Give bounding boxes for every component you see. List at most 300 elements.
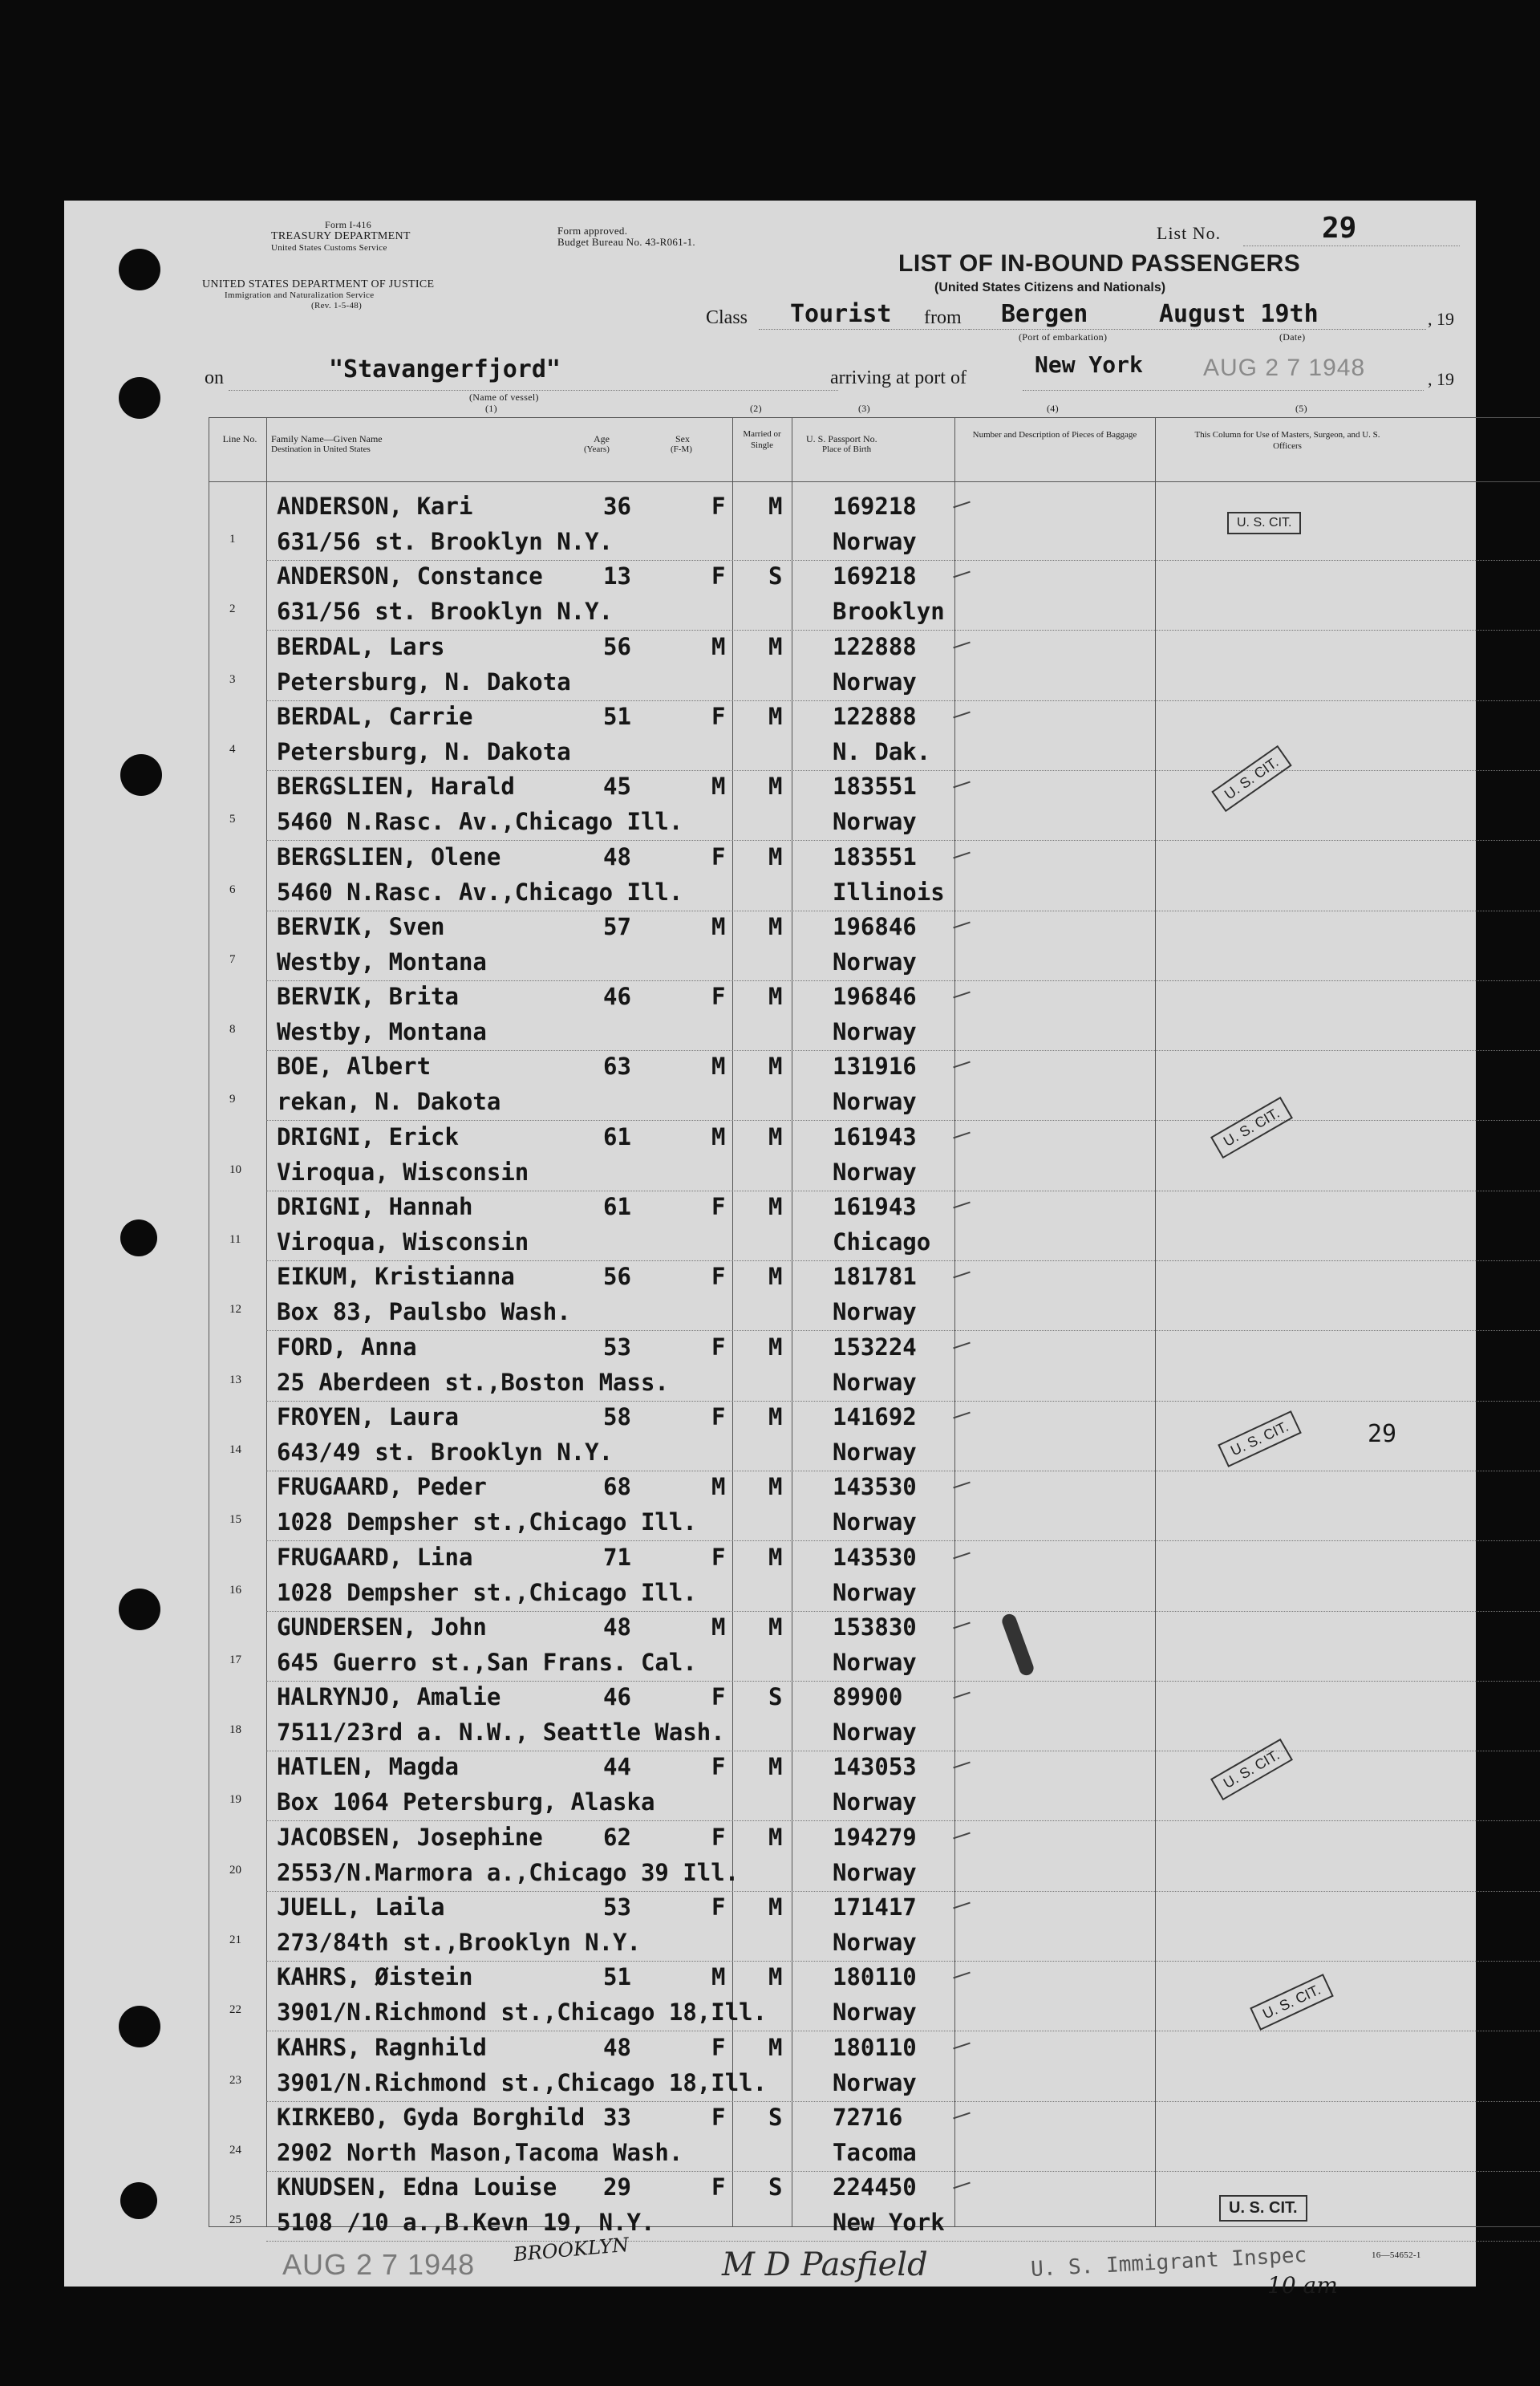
passenger-age: 68 <box>603 1473 631 1501</box>
line-number: 1 <box>229 533 236 546</box>
passenger-name: GUNDERSEN, John <box>277 1613 487 1641</box>
passenger-name: HATLEN, Magda <box>277 1753 459 1781</box>
passenger-name: ANDERSON, Constance <box>277 562 543 590</box>
passport-number: 181781 <box>833 1263 917 1291</box>
check-mark <box>953 2182 971 2189</box>
passenger-destination: 1028 Dempsher st.,Chicago Ill. <box>277 1578 697 1606</box>
line-number: 15 <box>229 1513 241 1527</box>
passenger-marital-status: M <box>768 842 783 870</box>
line-number: 4 <box>229 742 236 756</box>
passenger-sex: M <box>711 912 726 940</box>
place-of-birth: Norway <box>833 1998 917 2027</box>
date-caption: (Date) <box>1279 331 1306 343</box>
passenger-sex: M <box>711 1963 726 1991</box>
passenger-name: HALRYNJO, Amalie <box>277 1683 501 1711</box>
passenger-marital-status: S <box>768 1683 783 1711</box>
passenger-age: 53 <box>603 1333 631 1361</box>
passport-number: 224450 <box>833 2173 917 2201</box>
binder-hole <box>120 2182 157 2219</box>
passenger-age: 57 <box>603 912 631 940</box>
passenger-destination: 631/56 st. Brooklyn N.Y. <box>277 598 614 626</box>
passenger-marital-status: M <box>768 1193 783 1220</box>
place-of-birth: Norway <box>833 668 917 696</box>
class-value: Tourist <box>790 300 892 328</box>
line-number: 17 <box>229 1653 241 1666</box>
place-of-birth: Tacoma <box>833 2138 917 2166</box>
passenger-sex: F <box>711 1683 726 1711</box>
passenger-sex: M <box>711 773 726 801</box>
list-no-value: 29 <box>1322 212 1357 245</box>
passenger-sex: F <box>711 1333 726 1361</box>
col-num-4: (4) <box>1047 403 1059 414</box>
passenger-marital-status: M <box>768 1823 783 1851</box>
passenger-sex: F <box>711 2173 726 2201</box>
line-number: 13 <box>229 1373 241 1386</box>
place-of-birth: Norway <box>833 1088 917 1116</box>
arriving-label: arriving at port of <box>830 367 967 388</box>
place-of-birth: N. Dak. <box>833 737 931 765</box>
dept-justice: UNITED STATES DEPARTMENT OF JUSTICE <box>202 278 435 290</box>
passenger-age: 62 <box>603 1823 631 1851</box>
passenger-destination: Box 83, Paulsbo Wash. <box>277 1298 571 1326</box>
check-mark <box>953 712 971 719</box>
inspector-note: 10 am <box>1267 2272 1338 2299</box>
check-mark <box>953 1061 971 1069</box>
passenger-name: FRUGAARD, Lina <box>277 1543 473 1571</box>
header-age: Age <box>594 433 610 444</box>
check-mark <box>953 571 971 578</box>
place-of-birth: Chicago <box>833 1228 931 1256</box>
passenger-sex: M <box>711 632 726 660</box>
passenger-sex: F <box>711 1823 726 1851</box>
passenger-destination: rekan, N. Dakota <box>277 1088 501 1116</box>
passenger-sex: F <box>711 2033 726 2061</box>
row-rule <box>266 1611 1540 1612</box>
check-mark <box>953 1202 971 1209</box>
passenger-age: 46 <box>603 983 631 1011</box>
passenger-age: 61 <box>603 1193 631 1220</box>
line-number: 24 <box>229 2143 241 2157</box>
table-header-rule <box>209 481 1540 482</box>
line-number: 6 <box>229 883 236 896</box>
place-of-birth: Norway <box>833 808 917 836</box>
place-of-birth: Norway <box>833 1438 917 1466</box>
check-mark <box>953 1902 971 1909</box>
passport-number: 161943 <box>833 1193 917 1220</box>
line-number: 7 <box>229 952 236 966</box>
arrival-date-stamp: AUG 2 7 1948 <box>1203 355 1366 381</box>
passenger-sex: F <box>711 1263 726 1291</box>
us-cit-stamp: U. S. CIT. <box>1227 512 1301 534</box>
passenger-age: 48 <box>603 1613 631 1641</box>
passenger-name: KAHRS, Ragnhild <box>277 2033 487 2061</box>
passport-number: 89900 <box>833 1683 903 1711</box>
place-of-birth: Norway <box>833 1298 917 1326</box>
passenger-destination: 25 Aberdeen st.,Boston Mass. <box>277 1368 669 1396</box>
passenger-sex: F <box>711 983 726 1011</box>
passport-number: 180110 <box>833 2033 917 2061</box>
passenger-destination: Westby, Montana <box>277 1018 487 1046</box>
row-rule <box>266 1681 1540 1682</box>
header-married: Married or Single <box>743 429 781 450</box>
place-of-birth: Norway <box>833 2068 917 2096</box>
passenger-marital-status: S <box>768 2103 783 2131</box>
line-number: 19 <box>229 1793 241 1807</box>
row-rule <box>266 2171 1540 2172</box>
from-label: from <box>924 307 962 328</box>
check-mark <box>953 2042 971 2049</box>
passenger-marital-status: M <box>768 1053 783 1081</box>
place-of-birth: Norway <box>833 948 917 976</box>
place-of-birth: Norway <box>833 1018 917 1046</box>
passenger-marital-status: M <box>768 912 783 940</box>
header-officers: This Column for Use of Masters, Surgeon, and U. S. Officers <box>1194 430 1380 451</box>
header-sex-sub: (F-M) <box>671 444 692 454</box>
binder-hole <box>119 2006 160 2047</box>
us-cit-stamp: U. S. CIT. <box>1250 1974 1334 2031</box>
inspector-title: U. S. Immigrant Inspec <box>1030 2243 1307 2282</box>
row-rule <box>266 980 1540 981</box>
place-of-birth: Norway <box>833 1929 917 1956</box>
passenger-destination: 2553/N.Marmora a.,Chicago 39 Ill. <box>277 1858 740 1886</box>
passport-number: 153224 <box>833 1333 917 1361</box>
passenger-marital-status: M <box>768 1613 783 1641</box>
passport-number: 171417 <box>833 1893 917 1921</box>
place-of-birth: Norway <box>833 1578 917 1606</box>
year-prefix-1: , 19 <box>1428 309 1454 329</box>
passenger-destination: 5460 N.Rasc. Av.,Chicago Ill. <box>277 878 683 906</box>
col-num-5: (5) <box>1295 403 1307 414</box>
passport-number: 180110 <box>833 1963 917 1991</box>
passenger-sex: F <box>711 1402 726 1430</box>
col-num-1: (1) <box>485 403 497 414</box>
line-number: 22 <box>229 2003 241 2017</box>
us-cit-stamp: U. S. CIT. <box>1218 1410 1302 1467</box>
passenger-destination: 643/49 st. Brooklyn N.Y. <box>277 1438 614 1466</box>
passenger-name: BERGSLIEN, Olene <box>277 842 501 870</box>
dept-justice-sub: Immigration and Naturalization Service <box>225 290 375 300</box>
passenger-destination: 1028 Dempsher st.,Chicago Ill. <box>277 1508 697 1536</box>
col-line-baggage <box>954 417 955 2226</box>
passenger-marital-status: M <box>768 493 783 520</box>
passenger-marital-status: M <box>768 1333 783 1361</box>
passenger-age: 33 <box>603 2103 631 2131</box>
passport-number: 196846 <box>833 983 917 1011</box>
header-line-no: Line No. <box>222 433 257 444</box>
passenger-name: FORD, Anna <box>277 1333 417 1361</box>
passenger-destination: Viroqua, Wisconsin <box>277 1228 529 1256</box>
row-rule <box>266 1050 1540 1051</box>
passenger-destination: 2902 North Mason,Tacoma Wash. <box>277 2138 683 2166</box>
line-number: 20 <box>229 1863 241 1877</box>
form-approved: Form approved. <box>557 225 628 237</box>
passenger-name: BERDAL, Carrie <box>277 702 473 730</box>
header-name: Family Name—Given Name <box>271 433 383 444</box>
passenger-age: 51 <box>603 702 631 730</box>
place-of-birth: New York <box>833 2209 945 2237</box>
check-mark <box>953 1692 971 1699</box>
check-mark <box>953 1552 971 1559</box>
passenger-marital-status: M <box>768 1263 783 1291</box>
passenger-sex: M <box>711 1473 726 1501</box>
arrival-port: New York <box>1035 351 1143 378</box>
dept-treasury-sub: United States Customs Service <box>271 243 387 253</box>
check-mark <box>953 851 971 858</box>
place-of-birth: Norway <box>833 1858 917 1886</box>
row-rule <box>266 2101 1540 2102</box>
passenger-age: 53 <box>603 1893 631 1921</box>
passenger-age: 46 <box>603 1683 631 1711</box>
passenger-marital-status: M <box>768 1543 783 1571</box>
passenger-destination: 273/84th st.,Brooklyn N.Y. <box>277 1929 641 1956</box>
passenger-sex: F <box>711 1193 726 1220</box>
row-rule <box>266 1961 1540 1962</box>
year-prefix-2: , 19 <box>1428 369 1454 389</box>
passport-number: 183551 <box>833 773 917 801</box>
passenger-sex: F <box>711 702 726 730</box>
passenger-age: 13 <box>603 562 631 590</box>
form-title: LIST OF IN-BOUND PASSENGERS <box>898 250 1301 277</box>
budget-bureau: Budget Bureau No. 43-R061-1. <box>557 236 695 248</box>
passenger-destination: Westby, Montana <box>277 948 487 976</box>
passenger-destination: 631/56 st. Brooklyn N.Y. <box>277 528 614 555</box>
check-mark <box>953 1341 971 1349</box>
port-embarkation: Bergen <box>1001 300 1088 328</box>
place-of-birth: Norway <box>833 1648 917 1676</box>
print-code: 16—54652-1 <box>1372 2250 1421 2260</box>
passenger-name: ANDERSON, Kari <box>277 493 473 520</box>
passport-number: 153830 <box>833 1613 917 1641</box>
table-top-rule <box>209 417 1540 418</box>
check-mark <box>953 1412 971 1419</box>
us-cit-stamp: U. S. CIT. <box>1210 1739 1293 1800</box>
passenger-age: 45 <box>603 773 631 801</box>
line-number: 14 <box>229 1443 241 1456</box>
line-number: 3 <box>229 672 236 686</box>
check-mark <box>953 1832 971 1839</box>
passport-number: 169218 <box>833 562 917 590</box>
row-rule <box>266 1260 1540 1261</box>
passenger-marital-status: M <box>768 632 783 660</box>
passport-number: 122888 <box>833 632 917 660</box>
line-number: 9 <box>229 1093 236 1106</box>
passenger-marital-status: M <box>768 2033 783 2061</box>
line-number: 18 <box>229 1723 241 1737</box>
passport-number: 131916 <box>833 1053 917 1081</box>
dept-treasury: TREASURY DEPARTMENT <box>271 230 411 242</box>
passenger-age: 58 <box>603 1402 631 1430</box>
line-number: 21 <box>229 1934 241 1946</box>
ink-blot <box>1000 1612 1035 1677</box>
check-mark <box>953 1482 971 1489</box>
passenger-sex: M <box>711 1613 726 1641</box>
passenger-marital-status: M <box>768 702 783 730</box>
check-mark <box>953 781 971 789</box>
binder-hole <box>119 1589 160 1630</box>
passenger-destination: 5460 N.Rasc. Av.,Chicago Ill. <box>277 808 683 836</box>
passenger-destination: Viroqua, Wisconsin <box>277 1158 529 1186</box>
footer-date-stamp: AUG 2 7 1948 <box>282 2248 476 2281</box>
check-mark <box>953 1972 971 1979</box>
header-passport: U. S. Passport No. <box>806 433 877 444</box>
binder-hole <box>120 754 162 796</box>
check-mark <box>953 1762 971 1769</box>
row-rule <box>266 840 1540 841</box>
binder-hole <box>119 377 160 419</box>
form-number: Form I-416 <box>325 219 371 230</box>
row-rule <box>266 1330 1540 1331</box>
passenger-name: BERDAL, Lars <box>277 632 445 660</box>
place-of-birth: Norway <box>833 1788 917 1816</box>
passenger-age: 63 <box>603 1053 631 1081</box>
passenger-marital-status: M <box>768 773 783 801</box>
passport-number: 183551 <box>833 842 917 870</box>
departure-date: August 19th <box>1159 300 1319 328</box>
passenger-age: 36 <box>603 493 631 520</box>
passenger-sex: F <box>711 493 726 520</box>
list-no-label: List No. <box>1157 223 1222 243</box>
line-number: 25 <box>229 2214 241 2227</box>
row-rule <box>266 1120 1540 1121</box>
place-of-birth: Brooklyn <box>833 598 945 626</box>
passport-number: 143530 <box>833 1473 917 1501</box>
header-age-sub: (Years) <box>584 444 610 454</box>
passenger-name: FROYEN, Laura <box>277 1402 459 1430</box>
place-of-birth: Norway <box>833 1368 917 1396</box>
passenger-age: 71 <box>603 1543 631 1571</box>
passenger-destination: 3901/N.Richmond st.,Chicago 18,Ill. <box>277 1998 768 2027</box>
passenger-destination: Petersburg, N. Dakota <box>277 737 571 765</box>
col-line-married <box>732 417 733 2226</box>
place-of-birth: Norway <box>833 1508 917 1536</box>
form-revision: (Rev. 1-5-48) <box>311 301 363 310</box>
passenger-age: 56 <box>603 632 631 660</box>
row-rule <box>266 1891 1540 1892</box>
passport-number: 194279 <box>833 1823 917 1851</box>
check-mark <box>953 921 971 928</box>
class-label: Class <box>706 307 748 328</box>
line-number: 23 <box>229 2073 241 2087</box>
passenger-name: BERGSLIEN, Harald <box>277 773 515 801</box>
passenger-name: KNUDSEN, Edna Louise <box>277 2173 557 2201</box>
passport-number: 72716 <box>833 2103 903 2131</box>
header-baggage: Number and Description of Pieces of Baggage <box>972 430 1137 440</box>
line-number: 12 <box>229 1303 241 1317</box>
passport-number: 161943 <box>833 1122 917 1150</box>
passenger-destination: Petersburg, N. Dakota <box>277 668 571 696</box>
check-mark <box>953 992 971 999</box>
check-mark <box>953 1272 971 1279</box>
header-sex: Sex <box>675 433 690 444</box>
passenger-age: 29 <box>603 2173 631 2201</box>
passenger-name: BERVIK, Sven <box>277 912 445 940</box>
check-mark <box>953 641 971 648</box>
us-cit-stamp: U. S. CIT. <box>1219 2195 1307 2222</box>
vessel-name: "Stavangerfjord" <box>329 355 561 383</box>
passenger-marital-status: M <box>768 1753 783 1781</box>
handwritten-brooklyn: BROOKLYN <box>513 2233 630 2266</box>
passenger-name: DRIGNI, Hannah <box>277 1193 473 1220</box>
passenger-marital-status: M <box>768 1893 783 1921</box>
passenger-sex: M <box>711 1122 726 1150</box>
place-of-birth: Norway <box>833 528 917 555</box>
passport-number: 143053 <box>833 1753 917 1781</box>
line-number: 10 <box>229 1163 241 1176</box>
passenger-sex: F <box>711 1543 726 1571</box>
check-mark <box>953 501 971 509</box>
binder-hole <box>119 249 160 290</box>
passenger-destination: 3901/N.Richmond st.,Chicago 18,Ill. <box>277 2068 768 2096</box>
on-label: on <box>205 367 224 388</box>
form-sheet <box>64 201 1476 2299</box>
passenger-age: 48 <box>603 2033 631 2061</box>
check-mark <box>953 1131 971 1138</box>
col-num-2: (2) <box>750 403 762 414</box>
passenger-age: 44 <box>603 1753 631 1781</box>
row-rule <box>266 560 1540 561</box>
passenger-name: DRIGNI, Erick <box>277 1122 459 1150</box>
passport-number: 196846 <box>833 912 917 940</box>
col-num-3: (3) <box>858 403 870 414</box>
line-number: 5 <box>229 813 236 826</box>
passport-number: 122888 <box>833 702 917 730</box>
binder-hole <box>120 1219 157 1256</box>
passport-number: 141692 <box>833 1402 917 1430</box>
passenger-sex: F <box>711 842 726 870</box>
header-destination: Destination in United States <box>271 444 371 454</box>
col-line-name <box>266 417 267 2226</box>
passenger-marital-status: S <box>768 2173 783 2201</box>
place-of-birth: Illinois <box>833 878 945 906</box>
place-of-birth: Norway <box>833 1158 917 1186</box>
passenger-sex: F <box>711 2103 726 2131</box>
passenger-marital-status: M <box>768 1402 783 1430</box>
row-rule <box>266 2241 1540 2242</box>
inspector-signature: M D Pasfield <box>722 2246 928 2283</box>
passport-number: 143530 <box>833 1543 917 1571</box>
passport-number: 169218 <box>833 493 917 520</box>
passenger-destination: Box 1064 Petersburg, Alaska <box>277 1788 655 1816</box>
passenger-sex: M <box>711 1053 726 1081</box>
line-number: 8 <box>229 1023 236 1037</box>
passenger-name: EIKUM, Kristianna <box>277 1263 515 1291</box>
passenger-destination: 5108 /10 a.,B.Kevn 19, N.Y. <box>277 2209 655 2237</box>
check-mark <box>953 2112 971 2120</box>
passenger-age: 56 <box>603 1263 631 1291</box>
row-rule <box>266 770 1540 771</box>
place-of-birth: Norway <box>833 1718 917 1747</box>
passenger-marital-status: M <box>768 1963 783 1991</box>
passenger-name: BERVIK, Brita <box>277 983 459 1011</box>
form-subtitle: (United States Citizens and Nationals) <box>934 281 1166 294</box>
us-cit-stamp: U. S. CIT. <box>1211 745 1292 812</box>
row-rule <box>266 700 1540 701</box>
passenger-marital-status: M <box>768 1122 783 1150</box>
check-mark <box>953 1621 971 1629</box>
passenger-age: 48 <box>603 842 631 870</box>
line-number: 11 <box>229 1233 241 1246</box>
row-rule <box>266 1401 1540 1402</box>
margin-number: 29 <box>1368 1420 1397 1448</box>
line-number: 16 <box>229 1583 241 1597</box>
passenger-age: 51 <box>603 1963 631 1991</box>
us-cit-stamp: U. S. CIT. <box>1210 1097 1293 1159</box>
row-rule <box>266 630 1540 631</box>
vessel-caption: (Name of vessel) <box>469 392 539 403</box>
passenger-name: FRUGAARD, Peder <box>277 1473 487 1501</box>
passenger-sex: F <box>711 1893 726 1921</box>
header-birthplace: Place of Birth <box>822 444 872 454</box>
